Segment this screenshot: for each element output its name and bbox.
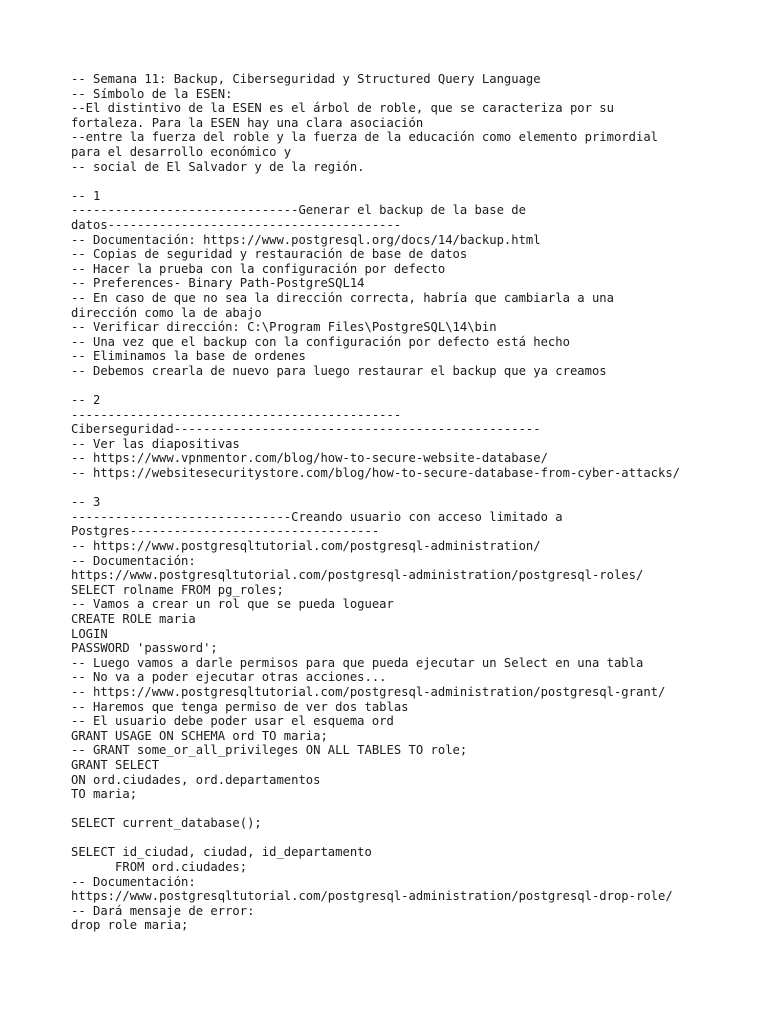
comment-line: --El distintivo de la ESEN es el árbol de roble, que se caracteriza por su [71, 101, 614, 116]
blank-line [71, 481, 711, 496]
comment-line: -- El usuario debe poder usar el esquema ord [71, 714, 394, 729]
code-line: LOGIN [71, 626, 108, 641]
comment-line: -- Luego vamos a darle permisos para que pueda ejecutar un Select en una tabla [71, 655, 644, 670]
section-heading: datos---------------------------------------- [71, 217, 402, 232]
section-heading: --------------------------------------------- [71, 407, 402, 422]
comment-line: dirección como la de abajo [71, 305, 262, 320]
comment-line: fortaleza. Para la ESEN hay una clara asociación [71, 115, 424, 130]
code-line: drop role maria; [71, 918, 189, 933]
comment-line: -- Eliminamos la base de ordenes [71, 349, 306, 364]
code-line: GRANT USAGE ON SCHEMA ord TO maria; [71, 728, 328, 743]
comment-line: -- Documentación: [71, 553, 196, 568]
blank-line [71, 378, 711, 393]
section-heading: -------------------------------Generar el backup de la base de [71, 203, 526, 218]
comment-line: -- Hacer la prueba con la configuración por defecto [71, 261, 446, 276]
section-number: -- 3 [71, 495, 101, 510]
section-number: -- 2 [71, 393, 101, 408]
comment-line: -- https://www.vpnmentor.com/blog/how-to-secure-website-database/ [71, 451, 548, 466]
comment-line: para el desarrollo económico y [71, 144, 292, 159]
comment-line: -- Una vez que el backup con la configuración por defecto está hecho [71, 334, 570, 349]
comment-line: -- Semana 11: Backup, Ciberseguridad y Structured Query Language [71, 72, 541, 86]
comment-line: -- https://websitesecuritystore.com/blog/how-to-secure-database-from-cyber-attacks/ [71, 466, 681, 481]
code-line: ON ord.ciudades, ord.departamentos [71, 772, 321, 787]
section-heading: Ciberseguridad-------------------------------------------------- [71, 422, 541, 437]
comment-line: -- Verificar dirección: C:\Program Files\PostgreSQL\14\bin [71, 320, 497, 335]
comment-line: -- Dará mensaje de error: [71, 903, 255, 918]
comment-line: -- Símbolo de la ESEN: [71, 86, 233, 101]
comment-line: -- Copias de seguridad y restauración de base de datos [71, 247, 468, 262]
section-number: -- 1 [71, 188, 101, 203]
comment-line: -- Documentación: [71, 874, 196, 889]
code-line: CREATE ROLE maria [71, 611, 196, 626]
comment-line: -- https://www.postgresqltutorial.com/postgresql-administration/ [71, 539, 541, 553]
code-line: PASSWORD 'password'; [71, 641, 218, 656]
blank-line [71, 174, 711, 189]
comment-line: -- Vamos a crear un rol que se pueda loguear [71, 597, 394, 612]
comment-line: -- Haremos que tenga permiso de ver dos tablas [71, 699, 409, 714]
code-line: GRANT SELECT [71, 757, 160, 772]
code-line: SELECT current_database(); [71, 816, 262, 831]
comment-line: -- Preferences- Binary Path-PostgreSQL14 [71, 276, 365, 291]
comment-line: -- https://www.postgresqltutorial.com/postgresql-administration/postgresql-grant/ [71, 684, 666, 699]
comment-line: -- No va a poder ejecutar otras acciones... [71, 670, 387, 685]
blank-line [71, 802, 711, 817]
section-heading: ------------------------------Creando usuario con acceso limitado a [71, 509, 563, 524]
code-line: SELECT rolname FROM pg_roles; [71, 582, 284, 597]
blank-line [71, 831, 711, 846]
comment-line: -- social de El Salvador y de la región. [71, 159, 365, 174]
code-line: SELECT id_ciudad, ciudad, id_departamento [71, 845, 372, 860]
code-line: FROM ord.ciudades; [71, 860, 248, 875]
comment-line: -- Debemos crearla de nuevo para luego restaurar el backup que ya creamos [71, 363, 607, 378]
code-line: https://www.postgresqltutorial.com/postgresql-administration/postgresql-roles/ [71, 568, 644, 583]
section-heading: Postgres---------------------------------- [71, 524, 380, 539]
comment-line: -- En caso de que no sea la dirección correcta, habría que cambiarla a una [71, 290, 614, 305]
code-line: TO maria; [71, 787, 138, 802]
comment-line: -- GRANT some_or_all_privileges ON ALL TABLES TO role; [71, 743, 468, 758]
comment-line: --entre la fuerza del roble y la fuerza de la educación como elemento primordial [71, 130, 658, 145]
sql-script [71, 72, 711, 933]
comment-line: -- Ver las diapositivas [71, 436, 240, 451]
code-line: https://www.postgresqltutorial.com/postgresql-administration/postgresql-drop-role/ [71, 889, 673, 904]
comment-line: -- Documentación: https://www.postgresql.org/docs/14/backup.html [71, 232, 541, 247]
